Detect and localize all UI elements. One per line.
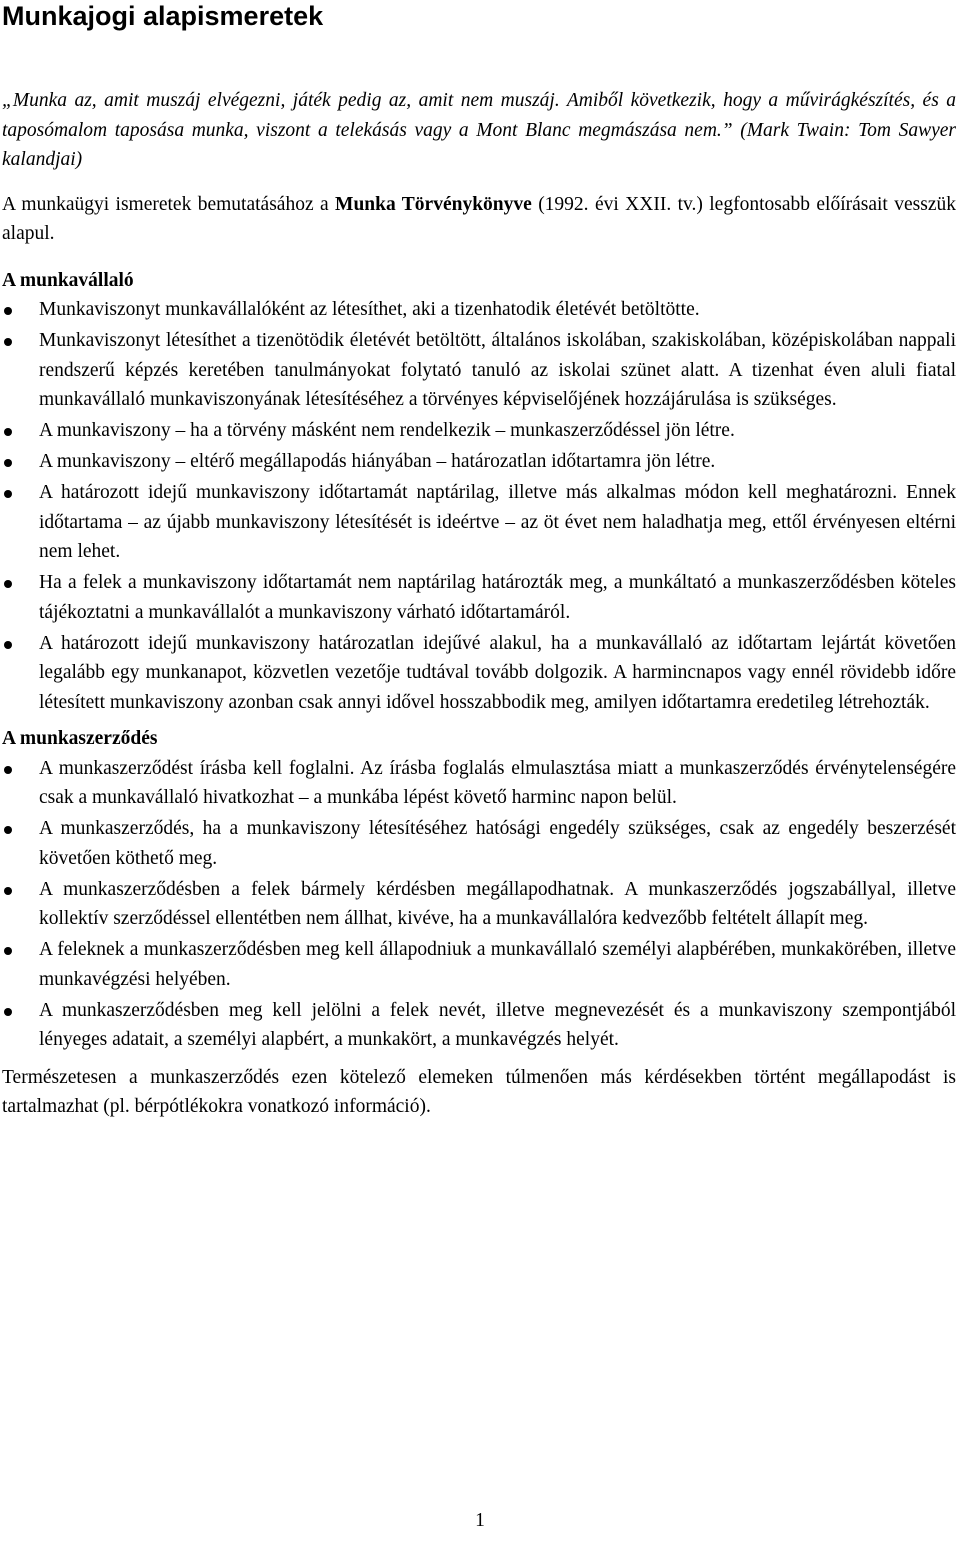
bullet-list-munkaszerzodes xyxy=(2,754,956,1055)
bullet-icon xyxy=(4,1008,12,1016)
list-item-text: A munkaszerződés, ha a munkaviszony létesítéséhez hatósági engedély szükséges, csak az engedély beszerzését követően köthető meg. xyxy=(39,818,956,869)
section-heading-munkavallalo: A munkavállaló xyxy=(2,269,134,291)
list-item-text: Munkaviszonyt létesíthet a tizenötödik életévét betöltött, általános iskolában, szakiskolában, középiskolában nappali rendszerű képzés keretében tanulmányokat folytató tanuló az iskolai szünet alatt. A tizenhat éven aluli fiatal munkavállaló munkaviszonyának létesítéséhez a törvényes képviselőjének hozzájárulása is szükséges. xyxy=(39,330,956,410)
page-number: 1 xyxy=(475,1510,485,1531)
bullet-icon xyxy=(4,490,12,498)
list-item xyxy=(2,447,956,477)
list-item xyxy=(2,754,956,813)
epigraph-quote xyxy=(2,86,956,175)
list-item xyxy=(2,629,956,718)
intro-paragraph xyxy=(2,190,956,249)
bullet-icon xyxy=(4,428,12,436)
bullet-list-munkavallalo xyxy=(2,295,956,717)
list-item xyxy=(2,996,956,1055)
intro-bold-law: Munka Törvénykönyve xyxy=(335,193,532,215)
bullet-icon xyxy=(4,580,12,588)
list-item-text: A munkaviszony – eltérő megállapodás hiányában – határozatlan időtartamra jön létre. xyxy=(39,451,716,472)
list-item xyxy=(2,295,956,325)
list-item xyxy=(2,935,956,994)
list-item xyxy=(2,568,956,627)
page-title: Munkajogi alapismeretek xyxy=(2,1,324,31)
list-item xyxy=(2,416,956,446)
intro-text-before: A munkaügyi ismeretek bemutatásához a xyxy=(2,193,336,215)
bullet-icon xyxy=(4,887,12,895)
section-heading-munkaszerzodes: A munkaszerződés xyxy=(2,728,158,749)
list-item-text: A határozott idejű munkaviszony határozatlan idejűvé alakul, ha a munkavállaló az időtartam lejártát követően legalább egy munkanapot, közvetlen vezetője tudtával tovább dolgozik. A harmincnapos vagy ennél rövidebb időre létesített munkaviszony azonban csak annyi idővel hosszabbodik meg, amilyen időtartamra eredetileg létrehozták. xyxy=(39,632,956,713)
bullet-icon xyxy=(4,459,12,467)
bullet-icon xyxy=(4,338,12,346)
quote-source: (Mark Twain: Tom Sawyer kalandjai) xyxy=(2,119,956,170)
list-item xyxy=(2,814,956,873)
bullet-icon xyxy=(4,641,12,649)
list-item xyxy=(2,478,956,567)
bullet-icon xyxy=(4,826,12,834)
list-item-text: A munkaszerződést írásba kell foglalni. Az írásba foglalás elmulasztása miatt a munkaszerződés érvénytelenségére csak a munkavállaló hivatkozhat – a munkába lépést követő harminc napon belül. xyxy=(39,757,956,808)
list-item xyxy=(2,875,956,934)
list-item-text: A feleknek a munkaszerződésben meg kell állapodniuk a munkavállaló személyi alapbérében, munkakörében, illetve munkavégzési helyében. xyxy=(39,939,956,990)
document-body xyxy=(2,86,956,1122)
quote-text: „Munka az, amit muszáj elvégezni, játék pedig az, amit nem muszáj. Amiből következik, hogy a művirágkészítés, és a taposómalom taposása munka, viszont a telekásás vagy a Mont Blanc megmászása nem.” xyxy=(2,90,956,141)
list-item-text: A munkaviszony – ha a törvény másként nem rendelkezik – munkaszerződéssel jön létre. xyxy=(39,420,735,441)
bullet-icon xyxy=(4,307,12,315)
list-item-text: A munkaszerződésben a felek bármely kérdésben megállapodhatnak. A munkaszerződés jogszabállyal, illetve kollektív szerződéssel ellentétben nem állhat, kivéve, ha a munkavállalóra kedvezőbb feltételt állapít meg. xyxy=(39,878,956,929)
closing-paragraph: Természetesen a munkaszerződés ezen kötelező elemeken túlmenően más kérdésekben történt megállapodást is tartalmazhat (pl. bérpótlékokra vonatkozó információ). xyxy=(2,1066,956,1117)
bullet-icon xyxy=(4,766,12,774)
bullet-icon xyxy=(4,947,12,955)
list-item xyxy=(2,326,956,415)
intro-text-after: (1992. évi XXII. tv.) legfontosabb előírásait vesszük alapul. xyxy=(2,193,956,244)
list-item-text: Munkaviszonyt munkavállalóként az létesíthet, aki a tizenhatodik életévét betöltötte. xyxy=(39,299,700,320)
list-item-text: A határozott idejű munkaviszony időtartamát naptárilag, illetve más alkalmas módon kell meghatározni. Ennek időtartama – az újabb munkaviszony létesítését is ideértve – az öt évet nem haladhatja meg, ettől érvényesen eltérni nem lehet. xyxy=(39,482,956,562)
list-item-text: Ha a felek a munkaviszony időtartamát nem naptárilag határozták meg, a munkáltató a munkaszerződésben köteles tájékoztatni a munkavállalót a munkaviszony várható időtartamáról. xyxy=(39,572,956,623)
list-item-text: A munkaszerződésben meg kell jelölni a felek nevét, illetve megnevezését és a munkaviszony szempontjából lényeges adatait, a személyi alapbért, a munkakört, a munkavégzés helyét. xyxy=(39,999,956,1050)
